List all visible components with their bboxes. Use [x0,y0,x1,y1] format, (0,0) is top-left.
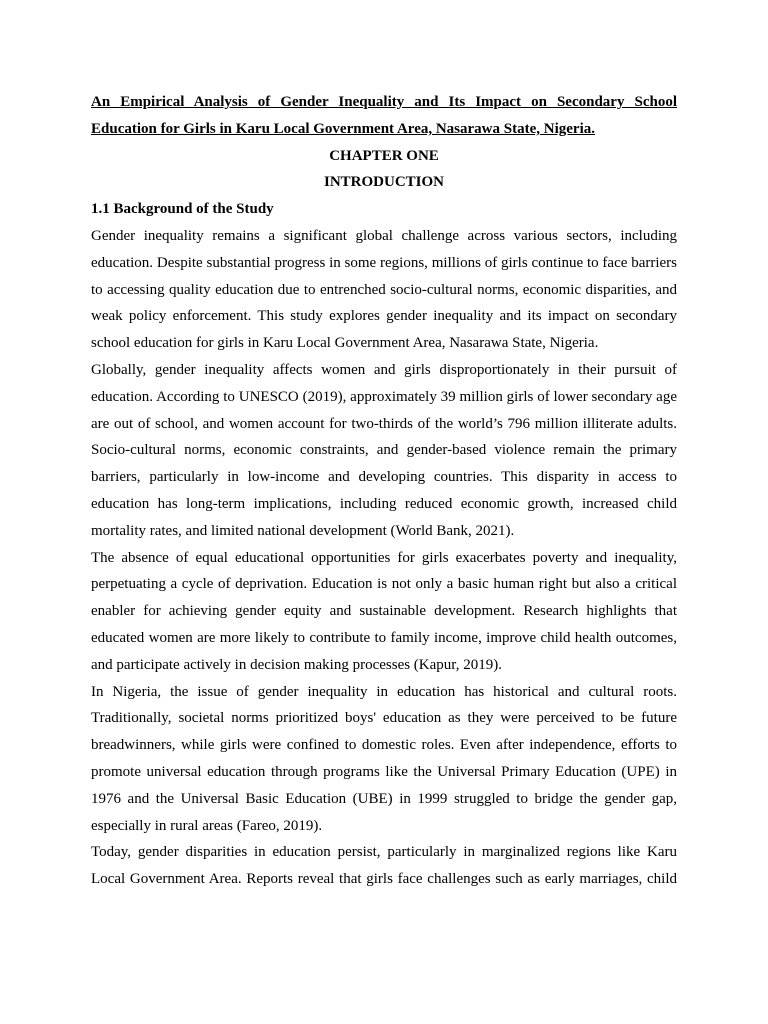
paragraph: Globally, gender inequality affects women and girls disproportionately in their pursuit of education. According to UNESCO (2019), approximately 39 million girls of lower secondary age are out of school, and women account for two-thirds of the world’s 796 million illiterate adults. Socio-cultural norms, economic constraints, and gender-based violence remain the primary barriers, particularly in low-income and developing countries. This disparity in access to education has long-term implications, including reduced economic growth, increased child mortality rates, and limited national development (World Bank, 2021). [91,361,677,539]
document-page [91,89,677,893]
document-title: An Empirical Analysis of Gender Inequality and Its Impact on Secondary School Education for Girls in Karu Local Government Area, Nasarawa State, Nigeria. [91,94,677,137]
paragraph: Gender inequality remains a significant global challenge across various sectors, including education. Despite substantial progress in some regions, millions of girls continue to face barriers to accessing quality education due to entrenched socio-cultural norms, economic disparities, and weak policy enforcement. This study explores gender inequality and its impact on secondary school education for girls in Karu Local Government Area, Nasarawa State, Nigeria. [91,227,677,352]
paragraph: Today, gender disparities in education persist, particularly in marginalized regions like Karu Local Government Area. Reports reveal that girls face challenges such as early marriages, child [91,844,677,888]
paragraph: In Nigeria, the issue of gender inequality in education has historical and cultural roots. Traditionally, societal norms prioritized boys' education as they were perceived to be future breadwinners, while girls were confined to domestic roles. Even after independence, efforts to promote universal education through programs like the Universal Primary Education (UPE) in 1976 and the Universal Basic Education (UBE) in 1999 struggled to bridge the gender gap, especially in rural areas (Fareo, 2019). [91,683,677,834]
section-heading: 1.1 Background of the Study [91,201,274,218]
chapter-heading: CHAPTER ONE [329,147,439,164]
chapter-title: INTRODUCTION [323,174,444,191]
paragraph: The absence of equal educational opportunities for girls exacerbates poverty and inequality, perpetuating a cycle of deprivation. Education is not only a basic human right but also a critical enabler for achieving gender equity and sustainable development. Research highlights that educated women are more likely to contribute to family income, improve child health outcomes, and participate actively in decision making processes (Kapur, 2019). [91,549,677,673]
